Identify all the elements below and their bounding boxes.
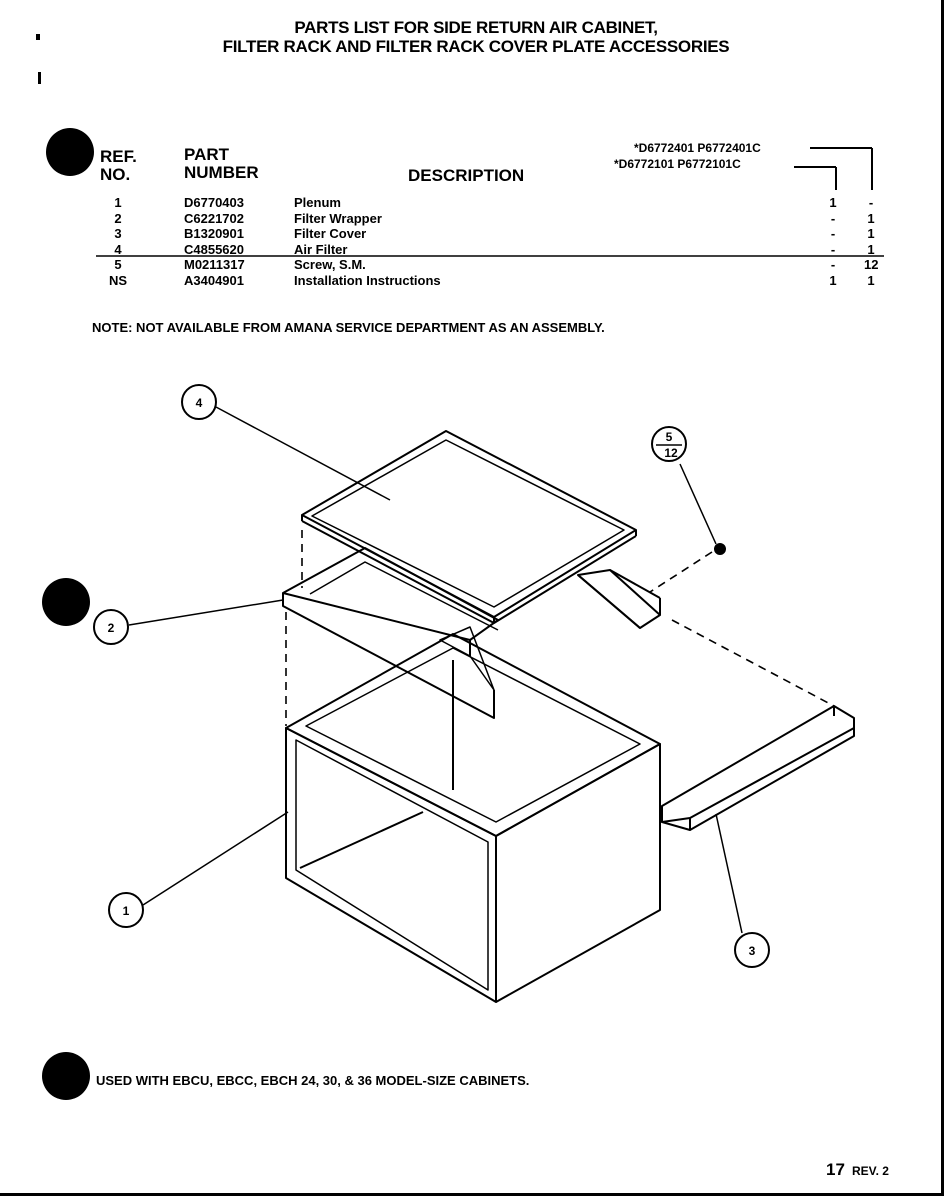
- row-qty-b: -: [868, 195, 874, 210]
- model-code-a: *D6772401 P6772401C: [634, 141, 761, 155]
- row-qty-a: -: [830, 210, 836, 226]
- footnote-text: USED WITH EBCU, EBCC, EBCH 24, 30, & 36 MODEL-SIZE CABINETS.: [96, 1073, 530, 1088]
- row-qty-a: 1: [829, 273, 837, 288]
- air-filter-part: [302, 431, 636, 623]
- row-part-number: C6221702: [184, 210, 244, 226]
- callout-label-3: 3: [748, 944, 756, 958]
- row-description: Air Filter: [294, 241, 348, 257]
- header-part-line2: NUMBER: [184, 163, 259, 182]
- header-ref-line1: REF.: [100, 147, 137, 166]
- callout-label-1: 1: [122, 904, 130, 918]
- row-description: Screw, S.M.: [294, 257, 366, 273]
- row-ref: 5: [114, 257, 122, 273]
- filter-wrapper-part: [283, 548, 660, 718]
- title-line-2: FILTER RACK AND FILTER RACK COVER PLATE ACCESSORIES: [222, 37, 730, 56]
- row-ref: NS: [108, 273, 128, 288]
- row-description: Filter Wrapper: [294, 210, 382, 226]
- filter-cover-part: [662, 706, 854, 830]
- row-ref: 2: [114, 210, 122, 226]
- row-ref: 3: [114, 226, 122, 242]
- header-ref-line2: NO.: [100, 165, 131, 184]
- callout-label-5-top: 5: [665, 430, 673, 444]
- row-qty-a: 1: [829, 195, 837, 210]
- row-qty-b: 1: [867, 273, 875, 288]
- screw-part: [715, 544, 725, 554]
- header-part-line1: PART: [184, 145, 230, 164]
- model-code-b: *D6772101 P6772101C: [614, 157, 741, 171]
- page-revision: REV. 2: [852, 1164, 889, 1178]
- row-part-number: B1320901: [184, 226, 244, 242]
- row-qty-b: 1: [867, 226, 875, 242]
- header-description: DESCRIPTION: [408, 166, 525, 185]
- row-qty-b: 1: [867, 241, 875, 257]
- page-number: 17: [826, 1160, 845, 1179]
- row-ref: 4: [114, 241, 122, 257]
- row-qty-a: -: [830, 257, 836, 273]
- callout-label-4: 4: [195, 396, 203, 410]
- row-description: Plenum: [294, 195, 341, 210]
- row-part-number: A3404901: [184, 273, 244, 288]
- row-description: Installation Instructions: [294, 273, 441, 288]
- row-qty-b: 1: [867, 210, 875, 226]
- assembly-guide-lines: [286, 530, 834, 726]
- row-qty-a: -: [830, 241, 836, 257]
- plenum-part: [286, 634, 660, 1002]
- row-part-number: C4855620: [184, 241, 244, 257]
- title-line-1: PARTS LIST FOR SIDE RETURN AIR CABINET,: [294, 18, 658, 37]
- callout-label-2: 2: [107, 621, 115, 635]
- row-part-number: M0211317: [184, 257, 245, 273]
- callout-label-5-bottom: 12: [664, 446, 678, 460]
- row-description: Filter Cover: [294, 226, 367, 242]
- note-text: NOTE: NOT AVAILABLE FROM AMANA SERVICE DEPARTMENT AS AN ASSEMBLY.: [92, 320, 605, 335]
- callout-leaders: [129, 407, 742, 933]
- row-qty-a: -: [830, 226, 836, 242]
- row-part-number: D6770403: [184, 195, 244, 210]
- row-qty-b: 12: [864, 257, 879, 273]
- row-ref: 1: [114, 195, 122, 210]
